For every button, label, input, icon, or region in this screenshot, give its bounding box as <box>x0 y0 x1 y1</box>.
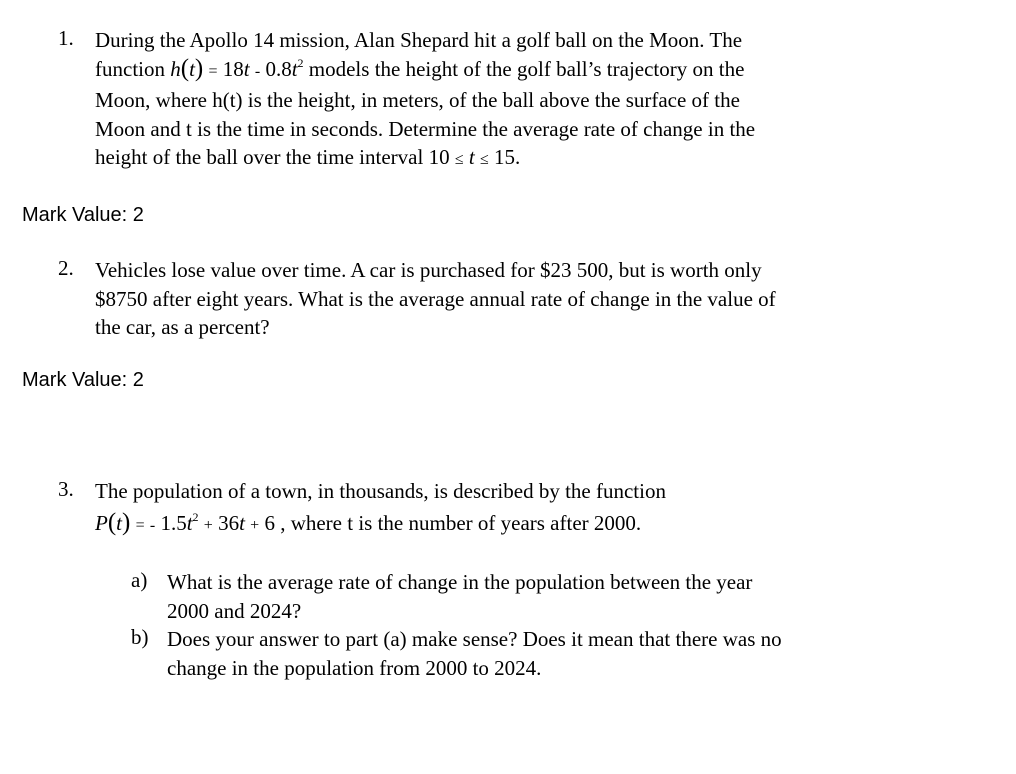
question-2 <box>58 256 958 342</box>
question-3-part-b <box>131 625 911 682</box>
question-3-text <box>95 477 958 540</box>
equals-sign: = <box>208 62 218 80</box>
function-variable-t: t <box>189 56 195 81</box>
part-a-line-2: 2000 and 2024? <box>167 598 302 623</box>
exponent-2: 2 <box>192 509 199 524</box>
time-interval-expression <box>429 145 521 169</box>
coefficient-36: 36 <box>218 510 240 535</box>
question-1-line-1: During the Apollo 14 mission, Alan Shepard hit a golf ball on the Moon. The <box>95 28 743 52</box>
question-1-text <box>95 26 958 175</box>
coefficient-1-5: 1.5 <box>160 510 187 535</box>
question-2-line-1: Vehicles lose value over time. A car is purchased for $23 500, but is worth only <box>95 258 762 282</box>
part-b-line-2: change in the population from 2000 to 2024. <box>167 655 542 680</box>
exponent-2: 2 <box>297 55 304 70</box>
function-name-h: h <box>170 56 181 81</box>
equals-sign: = <box>135 516 145 534</box>
question-3-line-2 <box>95 509 958 541</box>
interval-lower-bound: 10 <box>428 145 450 169</box>
part-a-line-1: What is the average rate of change in the population between the year <box>167 570 753 594</box>
question-3-line-1: The population of a town, in thousands, is described by the function <box>95 479 666 503</box>
part-a-text <box>167 568 911 625</box>
part-b-label: b) <box>131 625 149 649</box>
leq-sign-2: ≤ <box>479 151 489 168</box>
mark-value-2: Mark Value: 2 <box>22 369 144 391</box>
height-function-equation: $h(t) = 18t - 0.8t^2$ <box>170 54 304 82</box>
plus-sign-1: + <box>203 516 213 534</box>
question-1-number: 1. <box>58 26 74 50</box>
question-3-part-a <box>131 568 911 625</box>
question-2-line-3: the car, as a percent? <box>95 315 270 339</box>
part-a-label: a) <box>131 568 148 592</box>
variable-t-2: t <box>239 510 245 535</box>
constant-6: 6 <box>264 510 275 535</box>
function-variable-t: t <box>116 510 122 535</box>
question-1-line-3: Moon, where h(t) is the height, in meters, of the ball above the surface of the <box>95 88 740 112</box>
coefficient-0-8: 0.8 <box>265 56 292 81</box>
question-1-line-4: Moon and t is the time in seconds. Determine the average rate of change in the <box>95 116 756 141</box>
interval-upper-bound: 15 <box>493 145 515 169</box>
question-2-line-2: $8750 after eight years. What is the average annual rate of change in the value of <box>95 286 776 311</box>
question-3 <box>58 477 958 540</box>
question-3-parts <box>131 568 911 682</box>
coefficient-18: 18 <box>222 56 244 81</box>
question-1-line-5-prefix: height of the ball over the time interval <box>95 145 424 169</box>
question-3-line-2-suffix: , where t is the number of years after 2000. <box>280 510 642 535</box>
question-1-line-2-prefix: function <box>95 56 165 81</box>
variable-t-1: t <box>243 56 250 81</box>
question-1-line-2 <box>95 55 958 87</box>
question-1 <box>58 26 958 175</box>
question-1-line-5 <box>95 143 958 175</box>
minus-sign: - <box>254 62 261 80</box>
question-2-text <box>95 256 958 342</box>
part-b-text <box>167 625 911 682</box>
population-function-equation: P(t) = - $1.5t^2 + 36t + 6$ <box>95 508 275 536</box>
interval-variable-t: t <box>468 145 475 169</box>
question-1-line-2-suffix: models the height of the golf ball’s trajectory on the <box>308 56 745 81</box>
variable-t-2: t <box>291 56 298 81</box>
question-1-period: . <box>514 145 521 169</box>
part-b-line-1: Does your answer to part (a) make sense? Does it mean that there was no <box>167 627 782 651</box>
question-3-number: 3. <box>58 477 74 501</box>
negative-sign: - <box>149 516 156 534</box>
question-2-number: 2. <box>58 256 74 280</box>
mark-value-1: Mark Value: 2 <box>22 204 144 226</box>
plus-sign-2: + <box>250 516 260 534</box>
leq-sign-1: ≤ <box>454 151 464 168</box>
variable-t-1: t <box>186 510 193 535</box>
function-name-p: P <box>95 510 108 535</box>
